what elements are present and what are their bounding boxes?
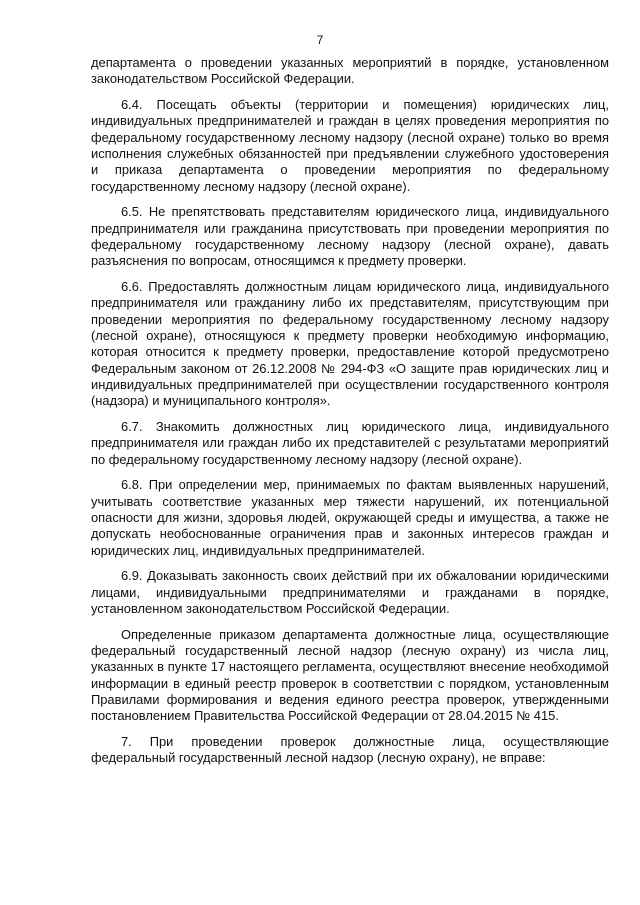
document-body (91, 55, 609, 776)
paragraph-6-8: 6.8. При определении мер, принимаемых по фактам выявленных нарушений, учитывать соответствие указанных мер тяжести нарушений, их потенциальной опасности для жизни, здоровья людей, окружающей среды и имущества, а также не допускать необоснованные ограничения прав и законных интересов граждан и юридических лиц, индивидуальных предпринимателей. (91, 477, 609, 558)
paragraph-6-5: 6.5. Не препятствовать представителям юридического лица, индивидуального предпринимателя или гражданина присутствовать при проведении мероприятия по федеральному государственному лесному надзору (лесной охране), давать разъяснения по вопросам, относящимся к предмету проверки. (91, 204, 609, 269)
paragraph-6-9: 6.9. Доказывать законность своих действий при их обжаловании юридическими лицами, индивидуальными предпринимателями и гражданами в порядке, установленном законодательством Российской Федерации. (91, 568, 609, 616)
paragraph-6-7: 6.7. Знакомить должностных лиц юридического лица, индивидуального предпринимателя или граждан либо их представителей с результатами мероприятий по федеральному государственному лесному надзору (лесной охране). (91, 418, 609, 467)
paragraph-7: 7. При проведении проверок должностные лица, осуществляющие федеральный государственный лесной надзор (лесную охрану), не вправе: (91, 733, 609, 766)
paragraph-continuation: департамента о проведении указанных мероприятий в порядке, установленном законодательством Российской Федерации. (91, 55, 609, 87)
paragraph-6-4: 6.4. Посещать объекты (территории и помещения) юридических лиц, индивидуальных предпринимателей и граждан в целях проведения мероприятия по федеральному государственному лесному надзору (лесной охране) только во время исполнения служебных обязанностей при предъявлении служебного удостоверения и приказа департамента о проведении мероприятия по федеральному государственному лесному надзору (лесной охране). (91, 97, 609, 194)
paragraph-responsible-officials: Определенные приказом департамента должностные лица, осуществляющие федеральный государственный лесной надзор (лесную охрану) из числа лиц, указанных в пункте 17 настоящего регламента, осуществляют внесение необходимой информации в единый реестр проверок в соответствии с порядком, установленным Правилами формирования и ведения единого реестра проверок, утвержденными постановлением Правительства Российской Федерации от 28.04.2015 № 415. (91, 626, 609, 724)
page-number: 7 (316, 33, 324, 47)
paragraph-6-6: 6.6. Предоставлять должностным лицам юридического лица, индивидуального предпринимателя или гражданину либо их представителям, присутствующим при проведении мероприятия по федеральному государственному лесному надзору (лесной охране), относящуюся к предмету проверки необходимую информацию, которая относится к предмету проверки, предоставление которой предусмотрено Федеральным законом от 26.12.2008 № 294-ФЗ «О защите прав юридических лиц и индивидуальных предпринимателей при осуществлении государственного контроля (надзора) и муниципального контроля». (91, 279, 609, 409)
